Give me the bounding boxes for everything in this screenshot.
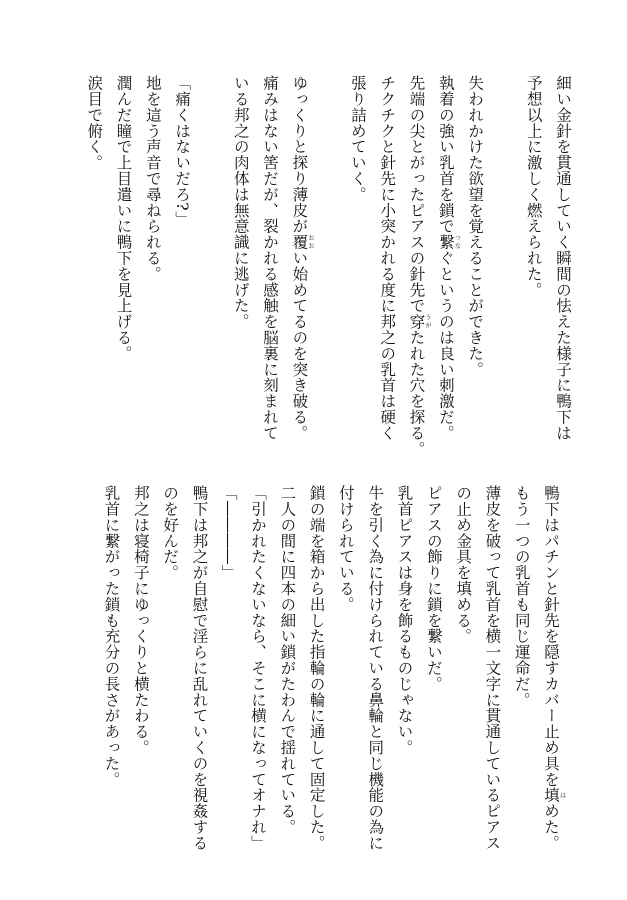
text-line: 付けられている。 <box>336 485 355 613</box>
paragraph-gap <box>489 75 518 475</box>
text-line: 乳首ピアスは身を飾るものじゃない。 <box>395 485 414 756</box>
text-line: 予想以上に激しく燃えられた。 <box>524 75 543 298</box>
text-line: 失われかけた欲望を覚えることができた。 <box>466 75 485 378</box>
text-line: 先端の尖とがったピアスの針先で穿うがたれた穴を探る。 <box>407 75 432 457</box>
furigana-reading: は <box>558 787 566 804</box>
text-line: 地を這う声音で尋ねられる。 <box>143 75 162 282</box>
text-line: 鴨下はパチンと針先を隠すカバー止め具を填はめた。 <box>542 485 566 851</box>
text-line: 鴨下は邦之が自慰で淫らに乱れていくのを視姦する <box>190 485 209 851</box>
text-line: 張り詰めていく。 <box>348 75 367 203</box>
furigana-reading: つな <box>453 234 461 250</box>
text-line: いる邦之の肉体は無意識に逃げた。 <box>231 75 250 330</box>
furigana-reading: おお <box>306 234 314 250</box>
text-line: ゆっくりと探り薄皮が覆おおい始めてるのを突き破る。 <box>290 75 314 441</box>
text-line: ピアスの飾りに鎖を繋いだ。 <box>424 485 443 692</box>
text-line: 乳首に繋がった鎖も充分の長さがあった。 <box>102 485 121 788</box>
text-line: 細い金針を貫通していく瞬間の怯えた様子に鴨下は <box>554 75 572 441</box>
text-line: のを好んだ。 <box>161 485 180 581</box>
text-line: 「――――」 <box>219 485 238 581</box>
paragraph-gap <box>313 75 342 475</box>
furigana-ruby: 填は <box>542 787 566 804</box>
text-line: 「痛くはないだろ?」 <box>173 75 192 227</box>
text-line: の止め金具を填める。 <box>454 485 473 644</box>
text-line: 鎖の端を箱から出した指輪の輪に通して固定した。 <box>307 485 326 851</box>
text-line: 二人の間に四本の細い鎖がたわんで揺れている。 <box>278 485 297 835</box>
text-line: 牛を引く為に付けられている鼻輪と同じ機能の為に <box>366 485 385 851</box>
text-line: もう一つの乳首も同じ運命だ。 <box>512 485 531 708</box>
paragraph-gap <box>196 75 225 475</box>
text-line: 潤んだ瞳で上目遣いに鴨下を見上げる。 <box>114 75 133 362</box>
furigana-reading: うが <box>424 313 432 330</box>
lower-text-block <box>96 485 565 865</box>
furigana-ruby: 穿うが <box>407 313 432 330</box>
text-line: 執着の強い乳首を鎖で繋つなぐというのは良い刺激だ。 <box>436 75 461 441</box>
text-line: 涙目で俯く。 <box>85 75 104 171</box>
text-line: 痛みはない筈だが、裂かれる感触を脳裏に刻まれて <box>261 75 280 441</box>
text-line: チクチクと針先に小突かれる度に邦之の乳首は硬く <box>378 75 397 441</box>
text-line: 「引かれたくないなら、そこに横になってオナれ」 <box>249 485 268 851</box>
upper-text-block <box>79 75 577 475</box>
furigana-ruby: 覆おお <box>290 234 314 250</box>
text-line: 邦之は寝椅子にゆっくりと横たわる。 <box>131 485 150 756</box>
furigana-ruby: 繋つな <box>436 234 461 250</box>
text-line: 薄皮を破って乳首を横一文字に貫通しているピアス <box>483 485 502 851</box>
